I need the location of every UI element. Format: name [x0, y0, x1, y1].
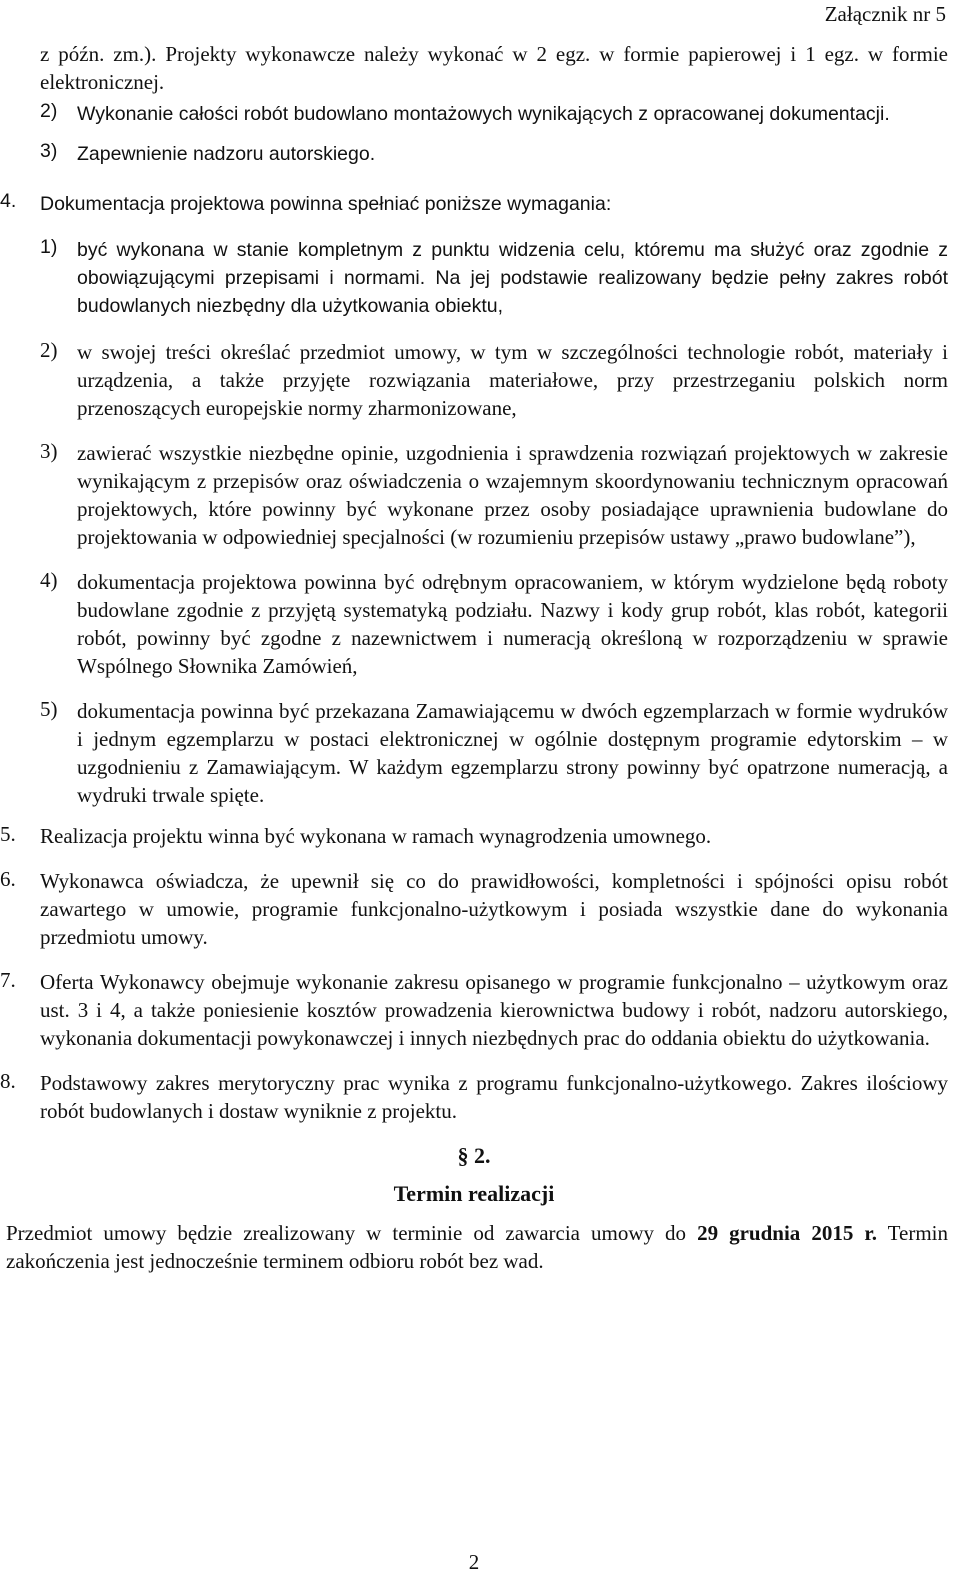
section-item-4 — [0, 190, 948, 218]
annex-label: Załącznik nr 5 — [824, 2, 946, 26]
section-item-7 — [0, 968, 948, 1052]
list-item-text: Wykonanie całości robót budowlano montażowych wynikających z opracowanej dokumentacji. — [77, 103, 890, 125]
list-item-3 — [40, 140, 948, 168]
requirement-number: 2) — [40, 338, 58, 362]
section-item-number: 8. — [0, 1069, 16, 1093]
requirement-text: dokumentacja projektowa powinna być odrębnym opracowaniem, w którym wydzielone będą roboty budowlane zgodnie z przyjętą systematyką podziału. Nazwy i kody grup robót, klas robót, kategorii robót, powinny być zgodne z nazewnictwem i numeracją określoną w rozporządzeniu w sprawie Wspólnego Słownika Zamówień, — [77, 570, 948, 678]
section-item-number: 5. — [0, 822, 16, 846]
requirement-4 — [40, 568, 948, 680]
section-item-5 — [0, 822, 948, 850]
section-item-text: Wykonawca oświadcza, że upewnił się co do prawidłowości, kompletności i spójności opisu robót zawartego w umowie, programie funkcjonalno-użytkowym i posiada wszystkie dane do wykonania przedmiotu umowy. — [40, 869, 948, 949]
requirement-text: w swojej treści określać przedmiot umowy, w tym w szczególności technologie robót, materiały i urządzenia, a także przyjęte rozwiązania materiałowe, przy przestrzeganiu polskich norm przenoszących europejskie normy zharmonizowane, — [77, 340, 948, 420]
requirement-5 — [40, 697, 948, 809]
requirement-1 — [40, 236, 948, 320]
continuation-paragraph: z późn. zm.). Projekty wykonawcze należy wykonać w 2 egz. w formie papierowej i 1 egz. w formie elektronicznej. — [40, 42, 948, 94]
section-item-text: Dokumentacja projektowa powinna spełniać poniższe wymagania: — [40, 193, 612, 215]
list-item-number: 3) — [40, 140, 58, 162]
requirement-text: być wykonana w stanie kompletnym z punktu widzenia celu, któremu ma służyć oraz zgodnie z obowiązującymi przepisami i normami. Na jej podstawie realizowany będzie pełny zakres robót budowlanych niezbędny dla użytkowania obiektu, — [77, 239, 948, 317]
section-item-6 — [0, 867, 948, 951]
section-item-number: 4. — [0, 190, 17, 212]
requirement-number: 3) — [40, 439, 58, 463]
section-item-number: 6. — [0, 867, 16, 891]
deadline-text-end: Termin zakończenia jest jednocześnie terminem odbioru robót bez wad. — [6, 1221, 949, 1273]
requirement-number: 1) — [40, 236, 58, 258]
section-item-text: Podstawowy zakres merytoryczny prac wynika z programu funkcjonalno-użytkowego. Zakres ilościowy robót budowlanych i dostaw wyniknie z projektu. — [40, 1071, 948, 1123]
deadline-text-start: Przedmiot umowy będzie zrealizowany w terminie od zawarcia umowy do — [6, 1221, 698, 1245]
requirement-2 — [40, 338, 948, 422]
section-item-number: 7. — [0, 968, 16, 992]
list-item-2 — [40, 100, 948, 128]
requirement-number: 5) — [40, 697, 58, 721]
section-item-text: Realizacja projektu winna być wykonana w ramach wynagrodzenia umownego. — [40, 824, 712, 848]
page-number: 2 — [468, 1550, 480, 1574]
section-item-text: Oferta Wykonawcy obejmuje wykonanie zakresu opisanego w programie funkcjonalno – użytkowym oraz ust. 3 i 4, a także poniesienie kosztów prowadzenia kierownictwa budowy i robót, nadzoru autorskiego, wykonania dokumentacji powykonawczej i innych niezbędnych prac do oddania obiektu do użytkowania. — [40, 970, 948, 1050]
list-item-number: 2) — [40, 100, 58, 122]
requirement-text: zawierać wszystkie niezbędne opinie, uzgodnienia i sprawdzenia rozwiązań projektowych w zakresie wynikającym z przepisów oraz oświadczenia o wzajemnym skoordynowaniu technicznym opracowań projektowych, które powinny być wykonane przez osoby posiadające uprawnienia budowlane do projektowania w odpowiedniej specjalności (w rozumieniu przepisów ustawy „prawo budowlane”), — [77, 441, 948, 549]
document-body — [0, 40, 948, 1275]
section-heading-number: § 2. — [457, 1143, 491, 1168]
requirement-number: 4) — [40, 568, 58, 592]
requirement-3 — [40, 439, 948, 551]
section-item-8 — [0, 1069, 948, 1125]
list-item-text: Zapewnienie nadzoru autorskiego. — [77, 143, 376, 165]
section-heading-title: Termin realizacji — [393, 1181, 555, 1206]
requirement-text: dokumentacja powinna być przekazana Zamawiającemu w dwóch egzemplarzach w formie wydruków i jednym egzemplarzu w postaci elektronicznej w ogólnie dostępnym programie edytorskim – w uzgodnieniu z Zamawiającym. W każdym egzemplarzu strony powinny być opatrzone numeracją, a wydruki trwale spięte. — [77, 699, 948, 807]
deadline-date: 29 grudnia 2015 r. — [697, 1221, 878, 1245]
deadline-paragraph — [0, 1219, 948, 1275]
